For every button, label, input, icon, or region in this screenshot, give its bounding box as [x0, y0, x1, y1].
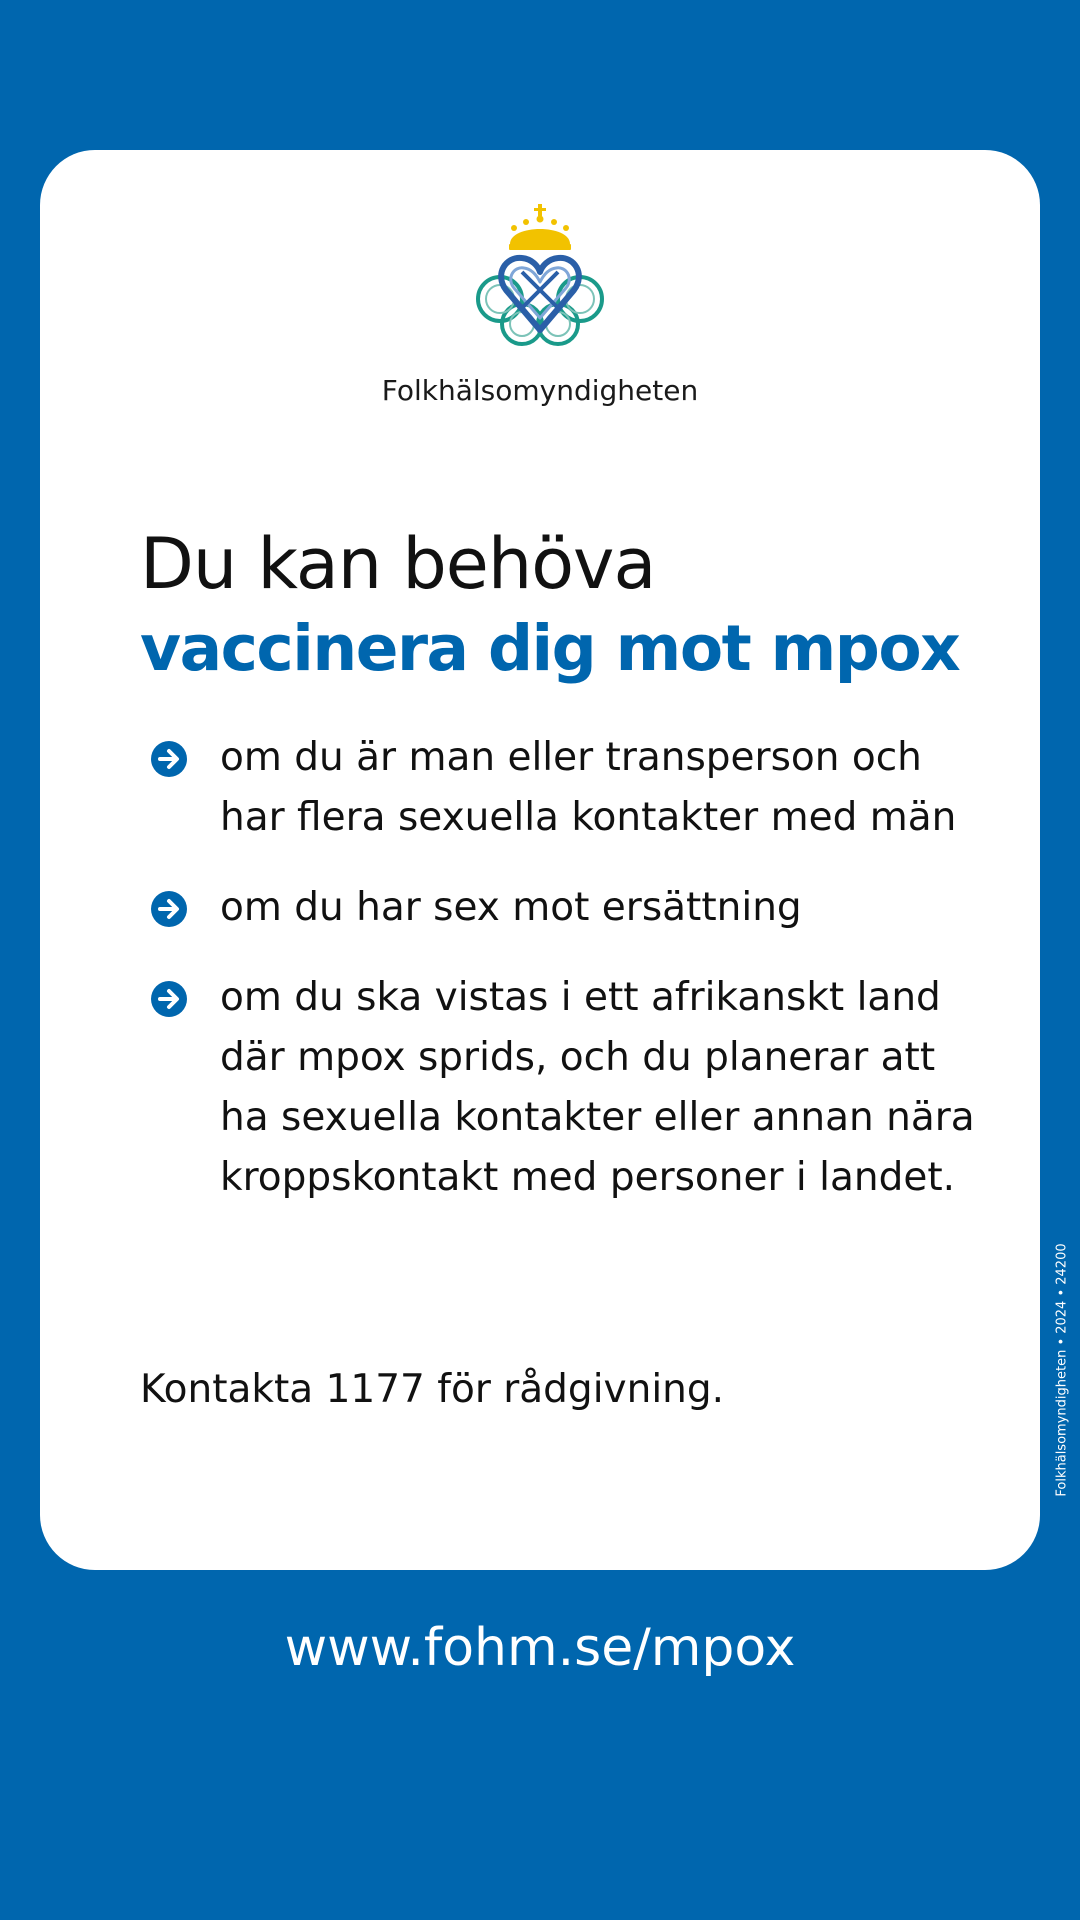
list-item-text: om du ska vistas i ett afrikanskt land där mpox sprids, och du planerar att ha sexuella kontakter eller annan nära kroppskontakt med personer i landet.: [220, 975, 975, 1200]
arrow-right-circle-icon: [150, 740, 188, 778]
list-item-text: om du har sex mot ersättning: [220, 885, 802, 930]
criteria-list: [150, 728, 990, 1238]
list-item: [150, 968, 990, 1208]
agency-name: Folkhälsomyndigheten: [381, 374, 699, 407]
list-item: [150, 878, 990, 938]
list-item: [150, 728, 990, 848]
arrow-right-circle-icon: [150, 980, 188, 1018]
headline-line-2: vaccinera dig mot mpox: [140, 612, 960, 685]
headline-line-1: Du kan behöva: [140, 523, 656, 605]
website-link[interactable]: www.fohm.se/mpox: [284, 1618, 796, 1678]
print-imprint: Folkhälsomyndigheten • 2024 • 24200: [1054, 1243, 1070, 1497]
headline: [140, 520, 1020, 690]
contact-advice: Kontakta 1177 för rådgivning.: [140, 1367, 725, 1412]
crown-heart-emblem-icon: [470, 202, 610, 362]
arrow-right-circle-icon: [150, 890, 188, 928]
agency-logo: [40, 202, 1040, 407]
content-card: [40, 150, 1040, 1570]
list-item-text: om du är man eller transperson och har flera sexuella kontakter med män: [220, 735, 957, 840]
